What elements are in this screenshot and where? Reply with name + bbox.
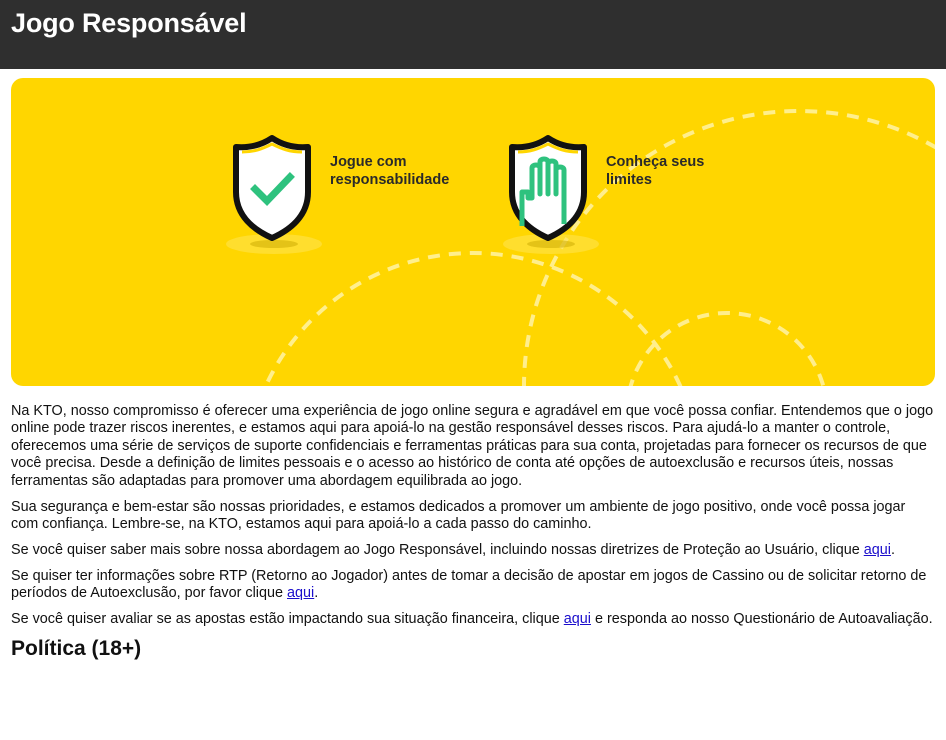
feature-play-responsibly bbox=[232, 134, 470, 254]
shield-hand-icon bbox=[508, 134, 588, 254]
rtp-paragraph: Se quiser ter informações sobre RTP (Retorno ao Jogador) antes de tomar a decisão de apostar em jogos de Cassino ou de solicitar retorno de períodos de Autoexclusão, por favor clique aqui. bbox=[11, 567, 927, 602]
dashed-arcs-decoration bbox=[11, 78, 935, 386]
policy-heading: Política (18+) bbox=[11, 637, 142, 661]
feature-know-limits bbox=[508, 134, 746, 254]
responsible-gaming-paragraph: Se você quiser saber mais sobre nossa abordagem ao Jogo Responsável, incluindo nossas diretrizes de Proteção ao Usuário, clique aqui. bbox=[11, 541, 895, 558]
intro-paragraph: Na KTO, nosso compromisso é oferecer uma experiência de jogo online segura e agradável em que você possa confiar. Entendemos que o jogo online pode trazer riscos inerentes, e estamos aqui para apoiá-lo na gestão responsável desses riscos. Para ajudá-lo a manter o controle, oferecemos uma série de serviços de suporte confidenciais e ferramentas práticas para sua conta, projetadas para fornecer os recursos de que você precisa. Desde a definição de limites pessoais e o acesso ao histórico de conta até opções de autoexclusão e recursos úteis, nossas ferramentas são adaptadas para promover uma abordagem equilibrada ao jogo. bbox=[11, 403, 934, 489]
page-title: Jogo Responsável bbox=[11, 8, 247, 38]
responsible-gaming-banner bbox=[11, 78, 935, 386]
self-assessment-paragraph: Se você quiser avaliar se as apostas estão impactando sua situação financeira, clique aqui e responda ao nosso Questionário de Autoavaliação. bbox=[11, 611, 933, 628]
feature-label: Conheça seus limites bbox=[606, 154, 705, 188]
main-content bbox=[11, 403, 935, 661]
self-assessment-link[interactable]: aqui bbox=[563, 611, 591, 628]
responsible-gaming-link[interactable]: aqui bbox=[863, 541, 891, 558]
safety-paragraph: Sua segurança e bem-estar são nossas prioridades, e estamos dedicados a promover um ambiente de jogo positivo, onde você possa jogar com confiança. Lembre-se, na KTO, estamos aqui para apoiá-lo a cada passo do caminho. bbox=[11, 498, 906, 532]
shield-check-icon bbox=[232, 134, 312, 254]
rtp-link[interactable]: aqui bbox=[287, 585, 315, 602]
page-header bbox=[0, 0, 946, 69]
feature-label: Jogue com responsabilidade bbox=[330, 154, 450, 188]
